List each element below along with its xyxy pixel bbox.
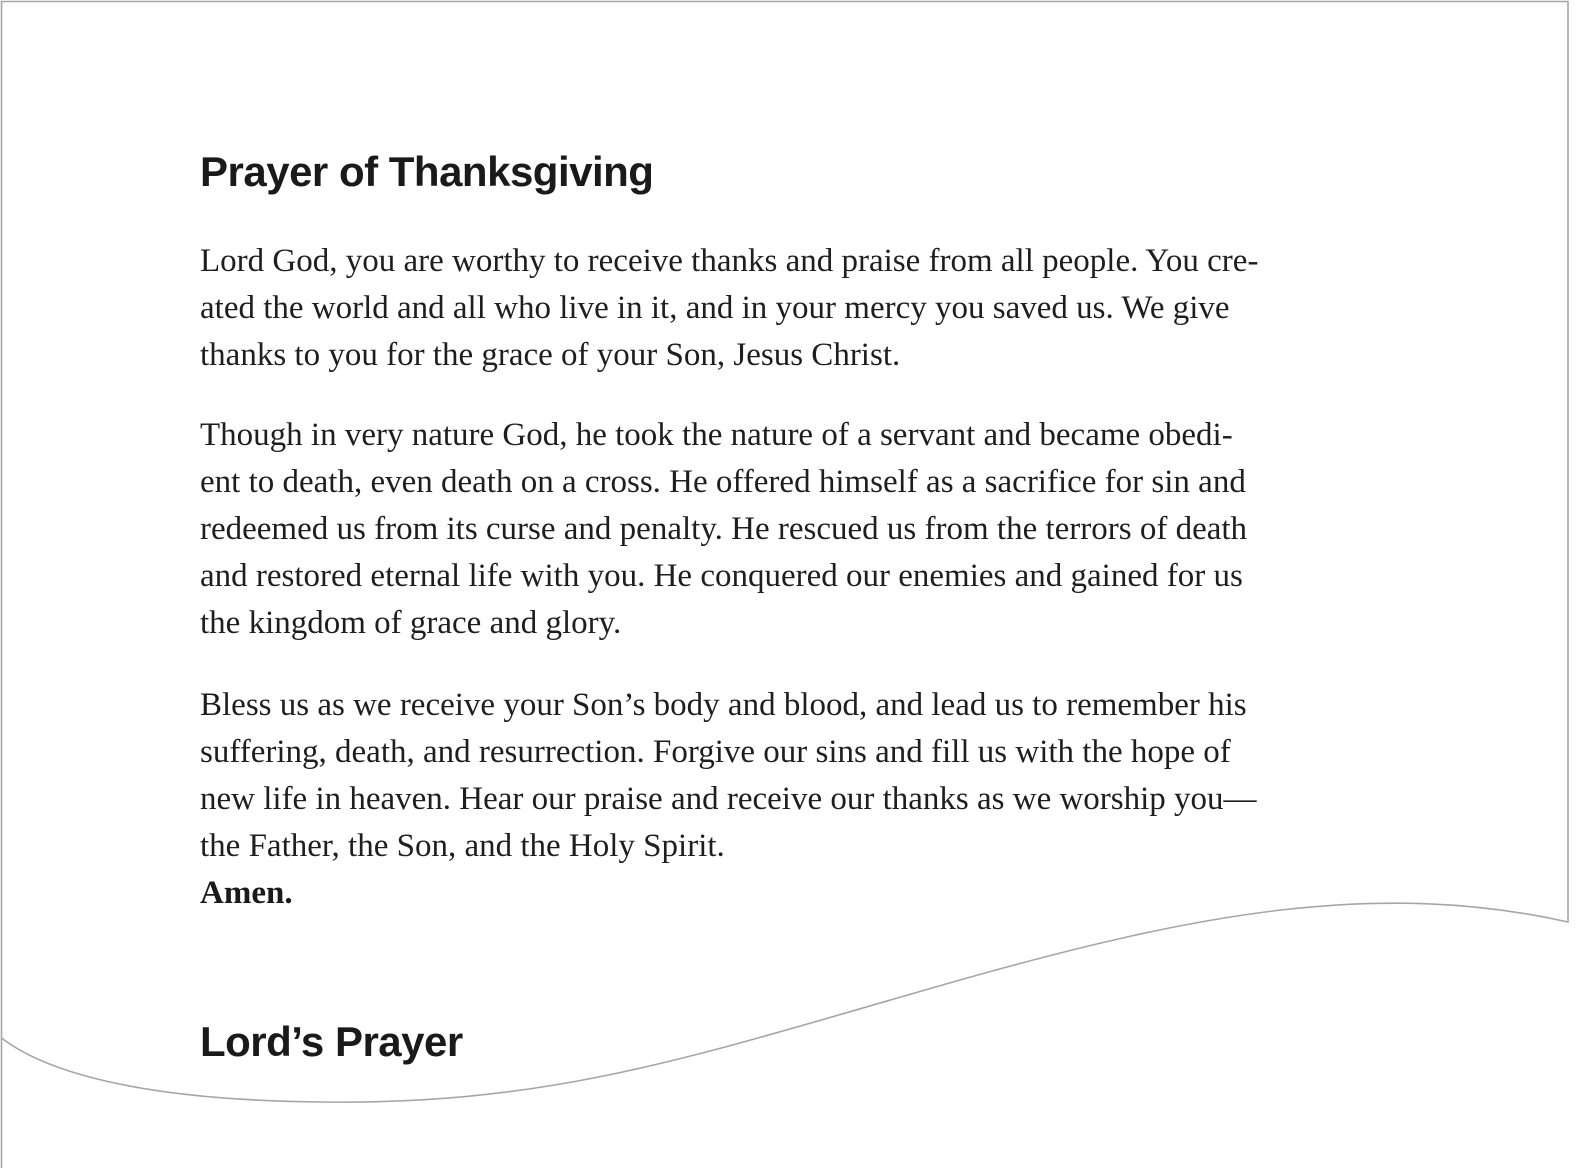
prayer-paragraph-3: Bless us as we receive your Son’s body and blood, and lead us to remember his suffering, death, and resurrection. Forgive our sins and fill us with the hope of new life in heaven. Hear our praise and receive our thanks as we worship you— the Father, the Son, and the Holy Spirit. [200, 687, 1257, 864]
prayer-paragraph-1: Lord God, you are worthy to receive thanks and praise from all people. You cre- ated the world and all who live in it, and in your mercy you saved us. We give thanks to you for the grace of your Son, Jesus Christ. [200, 243, 1259, 373]
section-title-lords-prayer: Lord’s Prayer [200, 1018, 463, 1065]
section-title-prayer-of-thanksgiving: Prayer of Thanksgiving [200, 148, 654, 195]
prayer-closing-amen: Amen. [200, 874, 293, 911]
document-body [200, 135, 1380, 916]
prayer-paragraph-2: Though in very nature God, he took the nature of a servant and became obedi- ent to death, even death on a cross. He offered himself as a sacrifice for sin and redeemed us from its curse and penalty. He rescued us from the terrors of death and restored eternal life with you. He conquered our enemies and gained for us the kingdom of grace and glory. [200, 417, 1248, 641]
